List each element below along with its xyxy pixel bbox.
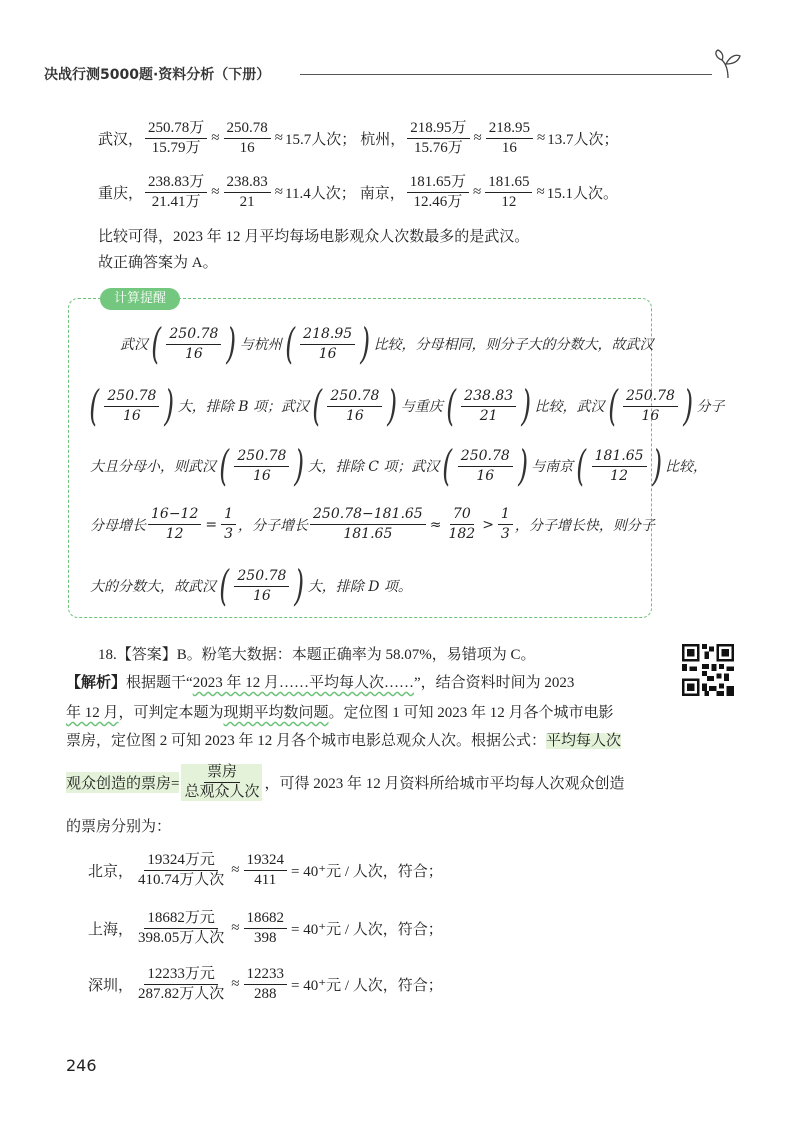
q18-para-line-2: 年 12 月，可判定本题为现期平均数问题。定位图 1 可知 2023 年 12 月各个城市电影 <box>66 705 614 721</box>
fraction: $\frac{250.78}{16}$ <box>224 120 271 157</box>
q18-answer-line: 18.【答案】B。粉笔大数据：本题正确率为 58.07%，易错项为 C。 <box>98 647 536 663</box>
fraction: $\frac{18682}{398}$ <box>244 910 288 947</box>
fraction: $\frac{70}{182}$ <box>448 506 476 542</box>
fraction: $\frac{\text{票房}}{\text{总观众人次}}$ <box>181 764 262 801</box>
city-label: 重庆， <box>98 186 144 202</box>
calc-row-shanghai: 上海， $\frac{\text{18682万元}}{\text{398.05万人次}}$ ≈ $\frac{18682}{398}$ = 40⁺元 / 人次，符合； <box>88 910 443 946</box>
q18-formula-line: 观众创造的票房= $\frac{\text{票房}}{\text{总观众人次}}$ ，可得 2023 年 12 月资料所给城市平均每人次观众创造 <box>66 764 625 800</box>
fraction: $\frac{\text{12233万元}}{\text{287.82万人次}}$ <box>138 966 225 1002</box>
fraction: $\frac{\text{181.65万}}{\text{12.46万}}$ <box>407 174 469 211</box>
fraction: $\frac{250.78-181.65}{181.65}$ <box>310 506 426 543</box>
paren-fraction: ( $\frac{250.78}{16}$ ) <box>219 561 305 610</box>
fraction: $\frac{181.65}{12}$ <box>485 174 532 211</box>
fraction: $\frac{\text{19324万元}}{\text{410.74万人次}}$ <box>138 852 225 888</box>
tip-line-4: 分母增长 $\frac{16-12}{12}$ = $\frac{1}{3}$ ，分子增长 $\frac{250.78-181.65}{181.65}$ ≈ $\frac{70}{182}$ > $\frac{1}{3}$ ，分子增长快，则分子 <box>90 506 655 542</box>
fraction: $\frac{218.95}{16}$ <box>486 120 533 157</box>
fraction: $\frac{19324}{411}$ <box>244 852 288 889</box>
tip-line-1: 武汉 ( $\frac{250.78}{16}$ ) 与杭州 ( $\frac{218.95}{16}$ ) 比较，分母相同，则分子大的分数大，故武汉 <box>120 319 654 368</box>
calc-row-wuhan-hangzhou: 武汉， $\frac{\text{250.78万}}{\text{15.79万}}$ ≈ $\frac{250.78}{16}$ ≈ 15.7人次； 杭州， $\frac{\text{218.95万}}{\text{15.76万}}$ ≈ $\frac{218.95}{16}$ ≈ 13.7人次； <box>98 120 619 156</box>
paren-fraction: ( $\frac{250.78}{16}$ ) <box>442 441 528 490</box>
q18-para-line-3: 票房，定位图 2 可知 2023 年 12 月各个城市电影总观众人次。根据公式：平均每人次 <box>66 733 622 749</box>
running-header: 决战行测5000题·资料分析（下册） <box>44 67 271 83</box>
conclusion-text: 比较可得，2023 年 12 月平均每场电影观众人次数最多的是武汉。 <box>98 229 530 245</box>
tip-line-2: ( $\frac{250.78}{16}$ ) 大，排除 B 项；武汉 ( $\frac{250.78}{16}$ ) 与重庆 ( $\frac{238.83}{21}$ ) 比较，武汉 ( $\frac{250.78}{16}$ ) 分子 <box>86 384 724 428</box>
header-rule <box>300 74 712 75</box>
paren-fraction: ( $\frac{218.95}{16}$ ) <box>285 319 371 368</box>
calc-row-shenzhen: 深圳， $\frac{\text{12233万元}}{\text{287.82万人次}}$ ≈ $\frac{12233}{288}$ = 40⁺元 / 人次，符合； <box>88 966 443 1002</box>
paren-fraction: ( $\frac{250.78}{16}$ ) <box>151 319 237 368</box>
result: 15.1人次。 <box>546 186 618 202</box>
city-label: 武汉， <box>98 132 144 148</box>
fraction: $\frac{16-12}{12}$ <box>148 506 201 543</box>
q18-para-line-1: 【解析】根据题干“2023 年 12 月……平均每人次……”，结合资料时间为 2023 <box>66 675 575 691</box>
paren-fraction: ( $\frac{250.78}{16}$ ) <box>89 381 175 430</box>
fraction: $\frac{12233}{288}$ <box>244 966 288 1003</box>
city-label: 南京， <box>359 186 405 202</box>
fraction: $\frac{\text{218.95万}}{\text{15.76万}}$ <box>407 120 469 157</box>
result: 13.7人次； <box>547 132 619 148</box>
analysis-label: 【解析】 <box>66 675 127 691</box>
fraction: $\frac{238.83}{21}$ <box>224 174 271 211</box>
result: 11.4人次； <box>285 186 356 202</box>
fraction: $\frac{\text{250.78万}}{\text{15.79万}}$ <box>145 120 207 157</box>
q18-para-line-5: 的票房分别为： <box>66 819 172 835</box>
tip-line-5: 大的分数大，故武汉 ( $\frac{250.78}{16}$ ) 大，排除 D 项。 <box>90 561 412 610</box>
paren-fraction: ( $\frac{250.78}{16}$ ) <box>607 381 694 430</box>
paren-fraction: ( $\frac{181.65}{12}$ ) <box>576 441 662 490</box>
fraction: $\frac{1}{3}$ <box>221 506 236 543</box>
tip-label: 计算提醒 <box>100 288 180 310</box>
paren-fraction: ( $\frac{238.83}{21}$ ) <box>446 381 532 430</box>
fraction: $\frac{\text{18682万元}}{\text{398.05万人次}}$ <box>138 910 225 946</box>
qr-code-icon[interactable] <box>682 644 734 696</box>
fraction: $\frac{\text{238.83万}}{\text{21.41万}}$ <box>145 174 207 211</box>
calc-row-beijing: 北京， $\frac{\text{19324万元}}{\text{410.74万人次}}$ ≈ $\frac{19324}{411}$ = 40⁺元 / 人次，符合； <box>88 852 443 888</box>
sprout-icon <box>708 44 748 84</box>
answer-text: 故正确答案为 A。 <box>98 255 218 271</box>
paren-fraction: ( $\frac{250.78}{16}$ ) <box>219 441 305 490</box>
tip-line-3: 大且分母小，则武汉 ( $\frac{250.78}{16}$ ) 大，排除 C 项；武汉 ( $\frac{250.78}{16}$ ) 与南京 ( $\frac{181.65}{12}$ ) 比较， <box>90 441 707 490</box>
page-number: 246 <box>66 1056 97 1075</box>
fraction: $\frac{1}{3}$ <box>498 506 513 543</box>
result: 15.7人次； <box>285 132 357 148</box>
calc-row-chongqing-nanjing: 重庆， $\frac{\text{238.83万}}{\text{21.41万}}$ ≈ $\frac{238.83}{21}$ ≈ 11.4人次； 南京， $\frac{\text{181.65万}}{\text{12.46万}}$ ≈ $\frac{181.65}{12}$ ≈ 15.1人次。 <box>98 174 618 210</box>
paren-fraction: ( $\frac{250.78}{16}$ ) <box>312 381 398 430</box>
city-label: 杭州， <box>360 132 406 148</box>
